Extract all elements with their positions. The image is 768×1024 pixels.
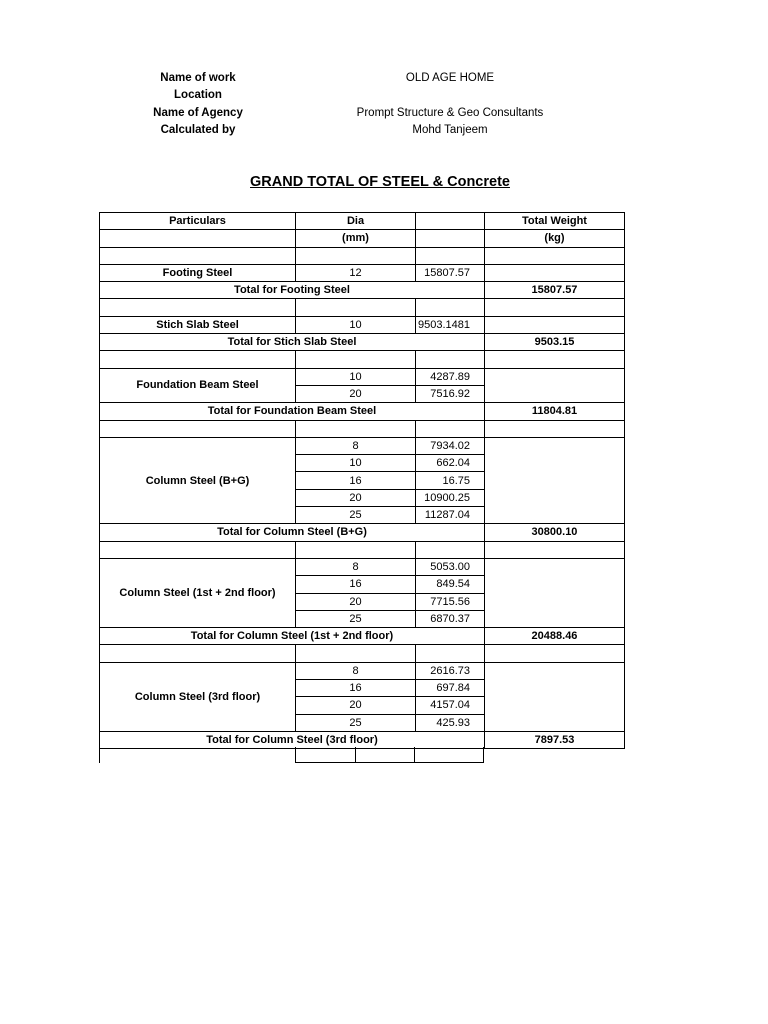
empty-cell <box>485 420 625 437</box>
tail-border-left <box>99 747 100 763</box>
page-title: GRAND TOTAL OF STEEL & Concrete <box>250 174 510 190</box>
weight-cell: 4287.89 <box>416 368 485 385</box>
total-label: Total for Footing Steel <box>100 282 485 299</box>
particulars-cell: Footing Steel <box>100 264 296 281</box>
dia-cell: 20 <box>296 385 416 402</box>
info-row-agency <box>0 105 768 122</box>
dia-cell: 25 <box>296 507 416 524</box>
table-row <box>100 264 625 281</box>
dia-cell: 10 <box>296 316 416 333</box>
table-row <box>100 662 625 679</box>
dia-cell: 20 <box>296 593 416 610</box>
group-total-blank <box>485 264 625 281</box>
particulars-cell: Column Steel (1st + 2nd floor) <box>100 558 296 627</box>
empty-cell <box>416 645 485 662</box>
dia-cell: 10 <box>296 368 416 385</box>
info-row-work <box>0 70 768 87</box>
spacer-row <box>100 645 625 662</box>
info-row-calculated <box>0 122 768 139</box>
particulars-cell: Foundation Beam Steel <box>100 368 296 403</box>
total-label: Total for Stich Slab Steel <box>100 334 485 351</box>
total-label: Total for Foundation Beam Steel <box>100 403 485 420</box>
table-row <box>100 368 625 385</box>
dia-cell: 8 <box>296 437 416 454</box>
spacer-row <box>100 420 625 437</box>
weight-cell: 5053.00 <box>416 558 485 575</box>
group-total-blank <box>485 368 625 403</box>
group-total-blank <box>485 558 625 627</box>
dia-cell: 8 <box>296 558 416 575</box>
total-label: Total for Column Steel (3rd floor) <box>100 731 485 748</box>
dia-cell: 8 <box>296 662 416 679</box>
empty-cell <box>416 351 485 368</box>
weight-cell: 4157.04 <box>416 697 485 714</box>
weight-cell: 10900.25 <box>416 489 485 506</box>
empty-cell <box>416 299 485 316</box>
dia-cell: 20 <box>296 697 416 714</box>
spacer-row <box>100 299 625 316</box>
empty-cell <box>100 247 296 264</box>
table-row <box>100 437 625 454</box>
weight-cell: 7715.56 <box>416 593 485 610</box>
empty-cell <box>100 420 296 437</box>
total-label: Total for Column Steel (B+G) <box>100 524 485 541</box>
weight-header-blank <box>416 213 485 230</box>
weight-cell: 7934.02 <box>416 437 485 454</box>
total-value: 7897.53 <box>485 731 625 748</box>
empty-cell <box>100 351 296 368</box>
info-row-location <box>0 87 768 104</box>
dia-cell: 12 <box>296 264 416 281</box>
dia-cell: 25 <box>296 610 416 627</box>
empty-cell <box>296 247 416 264</box>
weight-cell: 11287.04 <box>416 507 485 524</box>
particulars-cell: Column Steel (B+G) <box>100 437 296 523</box>
empty-cell <box>485 541 625 558</box>
table-row <box>100 558 625 575</box>
total-row <box>100 334 625 351</box>
weight-cell: 425.93 <box>416 714 485 731</box>
total-weight-unit: (kg) <box>485 230 625 247</box>
empty-cell <box>296 351 416 368</box>
empty-cell <box>100 299 296 316</box>
total-value: 20488.46 <box>485 628 625 645</box>
particulars-cell: Column Steel (3rd floor) <box>100 662 296 731</box>
dia-header: Dia <box>296 213 416 230</box>
agency-value: Prompt Structure & Geo Consultants <box>356 106 544 119</box>
spacer-row <box>100 351 625 368</box>
weight-cell: 697.84 <box>416 680 485 697</box>
total-value: 15807.57 <box>485 282 625 299</box>
name-of-work-label: Name of work <box>160 72 236 84</box>
particulars-header: Particulars <box>100 213 296 230</box>
total-row <box>100 524 625 541</box>
spacer-row <box>100 541 625 558</box>
dia-cell: 16 <box>296 576 416 593</box>
location-label: Location <box>174 89 222 102</box>
weight-cell: 7516.92 <box>416 385 485 402</box>
dia-unit: (mm) <box>296 230 416 247</box>
calculated-by-label: Calculated by <box>160 123 236 136</box>
empty-cell <box>416 420 485 437</box>
weight-unit-blank <box>416 230 485 247</box>
tail-border-1 <box>295 747 296 763</box>
particulars-cell: Stich Slab Steel <box>100 316 296 333</box>
empty-cell <box>485 299 625 316</box>
weight-cell: 6870.37 <box>416 610 485 627</box>
agency-label: Name of Agency <box>153 106 243 119</box>
dia-cell: 10 <box>296 455 416 472</box>
tail-border-4 <box>483 747 484 763</box>
spacer-row <box>100 247 625 264</box>
empty-cell <box>485 247 625 264</box>
weight-cell: 15807.57 <box>416 264 485 281</box>
empty-cell <box>296 645 416 662</box>
project-info <box>0 70 768 139</box>
empty-cell <box>100 645 296 662</box>
empty-cell <box>416 247 485 264</box>
calculated-by-value: Mohd Tanjeem <box>412 123 488 136</box>
dia-cell: 16 <box>296 472 416 489</box>
weight-cell: 849.54 <box>416 576 485 593</box>
empty-cell <box>296 541 416 558</box>
group-total-blank <box>485 316 625 333</box>
total-value: 9503.15 <box>485 334 625 351</box>
empty-cell <box>485 351 625 368</box>
total-row <box>100 282 625 299</box>
total-value: 11804.81 <box>485 403 625 420</box>
name-of-work-value: OLD AGE HOME <box>405 72 495 84</box>
weight-cell: 9503.1481 <box>416 316 485 333</box>
weight-cell: 16.75 <box>416 472 485 489</box>
steel-table-body <box>100 213 625 749</box>
total-value: 30800.10 <box>485 524 625 541</box>
total-label: Total for Column Steel (1st + 2nd floor) <box>100 628 485 645</box>
weight-cell: 662.04 <box>416 455 485 472</box>
group-total-blank <box>485 662 625 731</box>
tail-border-bottom <box>295 762 483 763</box>
tail-border-3 <box>414 747 415 763</box>
header-unit-row <box>100 230 625 247</box>
table-tail <box>99 747 494 763</box>
empty-cell <box>100 541 296 558</box>
table-row <box>100 316 625 333</box>
tail-border-2 <box>355 747 356 763</box>
empty-cell <box>485 645 625 662</box>
group-total-blank <box>485 437 625 523</box>
weight-cell: 2616.73 <box>416 662 485 679</box>
empty-cell <box>416 541 485 558</box>
dia-cell: 20 <box>296 489 416 506</box>
header-row <box>100 213 625 230</box>
particulars-unit-blank <box>100 230 296 247</box>
total-row <box>100 403 625 420</box>
steel-table <box>99 212 625 749</box>
empty-cell <box>296 299 416 316</box>
empty-cell <box>296 420 416 437</box>
total-weight-header: Total Weight <box>485 213 625 230</box>
total-row <box>100 628 625 645</box>
dia-cell: 16 <box>296 680 416 697</box>
dia-cell: 25 <box>296 714 416 731</box>
